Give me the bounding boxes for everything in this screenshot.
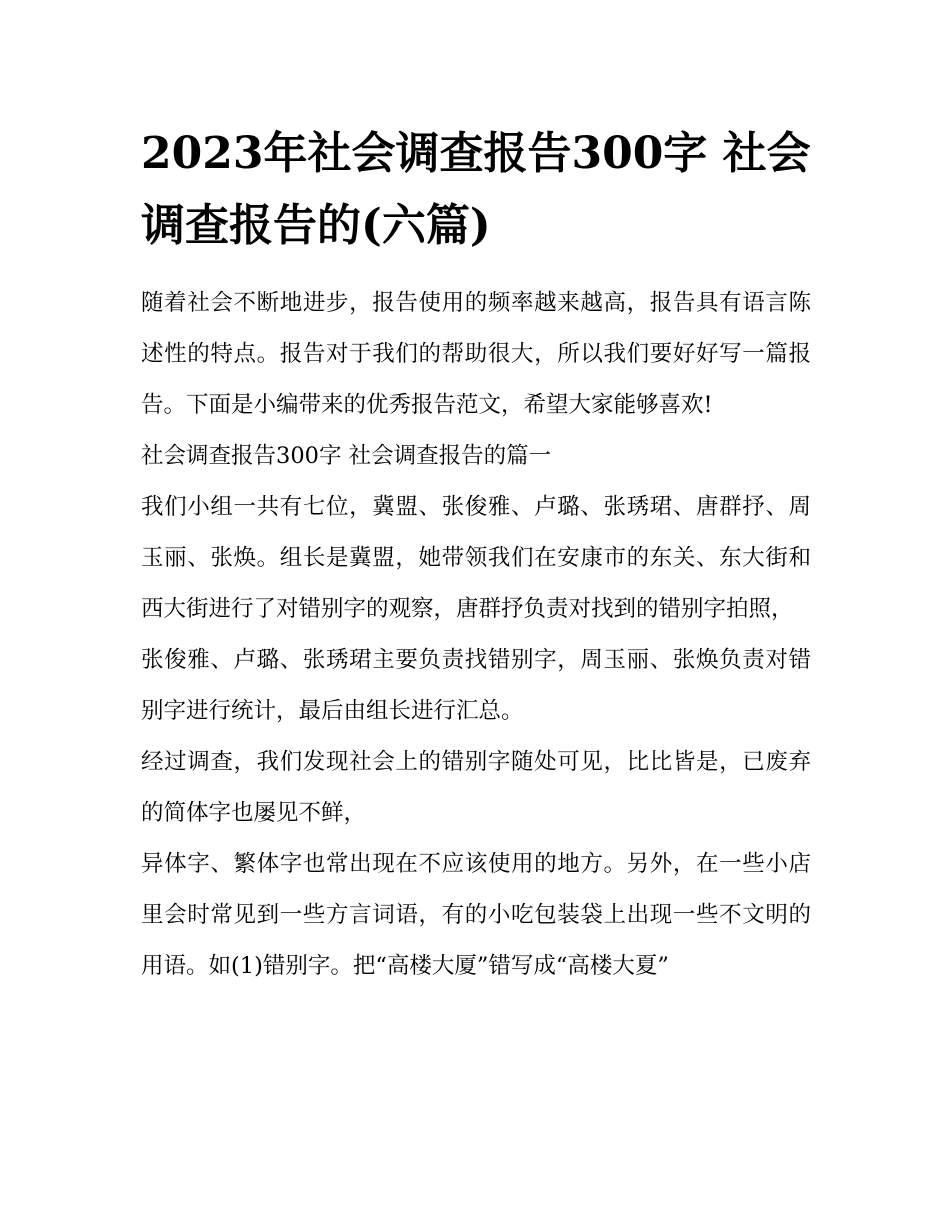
body-paragraph: 张俊雅、卢璐、张琇珺主要负责找错别字，周玉丽、张焕负责对错别字进行统计，最后由组长进行汇总。 — [141, 647, 811, 724]
body-paragraph: 我们小组一共有七位，冀盟、张俊雅、卢璐、张琇珺、唐群抒、周玉丽、张焕。组长是冀盟，她带领我们在安康市的东关、东大街和西大街进行了对错别字的观察，唐群抒负责对找到的错别字拍照， — [141, 494, 811, 622]
section-heading: 社会调查报告300字 社会调查报告的篇一 — [141, 443, 552, 469]
body-paragraph: 经过调查，我们发现社会上的错别字随处可见，比比皆是，已废弃的简体字也屡见不鲜， — [141, 749, 811, 826]
intro-paragraph: 随着社会不断地进步，报告使用的频率越来越高，报告具有语言陈述性的特点。报告对于我们的帮助很大，所以我们要好好写一篇报告。下面是小编带来的优秀报告范文，希望大家能够喜欢! — [141, 290, 811, 418]
document-title: 2023年社会调查报告300字 社会调查报告的(六篇) — [141, 128, 811, 251]
document-page — [141, 118, 811, 992]
body-paragraph: 异体字、繁体字也常出现在不应该使用的地方。另外，在一些小店里会时常见到一些方言词语，有的小吃包装袋上出现一些不文明的用语。如(1)错别字。把“高楼大厦”错写成“高楼大夏” — [141, 851, 811, 979]
